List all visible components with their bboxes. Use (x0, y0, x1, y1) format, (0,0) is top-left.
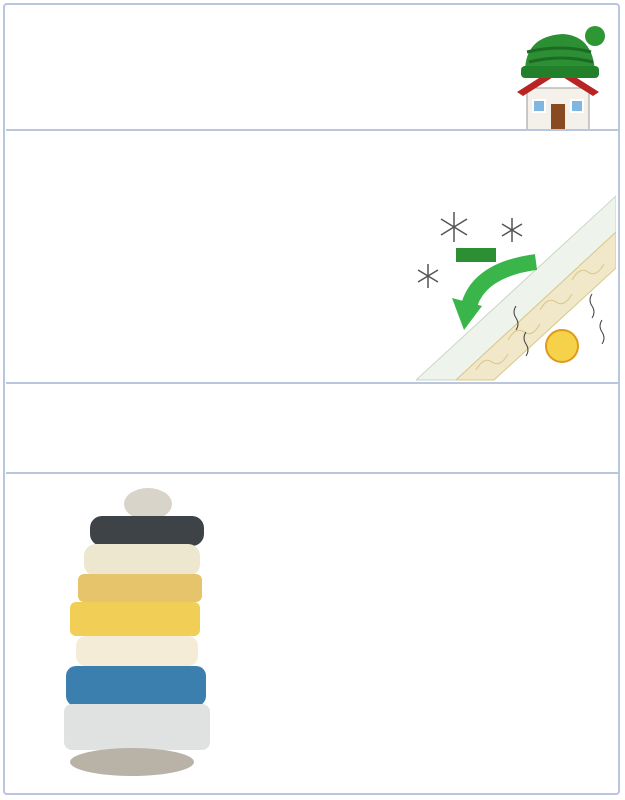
house-hat-illustration (505, 22, 610, 134)
divider-middle (6, 382, 619, 384)
roof-diagram (416, 180, 616, 382)
density-bar-chart (228, 486, 613, 786)
sun-icon (546, 330, 578, 362)
bar-chart-legend (36, 191, 436, 263)
divider-top (6, 129, 619, 131)
conductivity-bar-chart (24, 258, 414, 376)
cold-label-box (456, 248, 496, 262)
divider-bottom (6, 472, 619, 474)
insulation-stack-illustration (62, 486, 217, 786)
